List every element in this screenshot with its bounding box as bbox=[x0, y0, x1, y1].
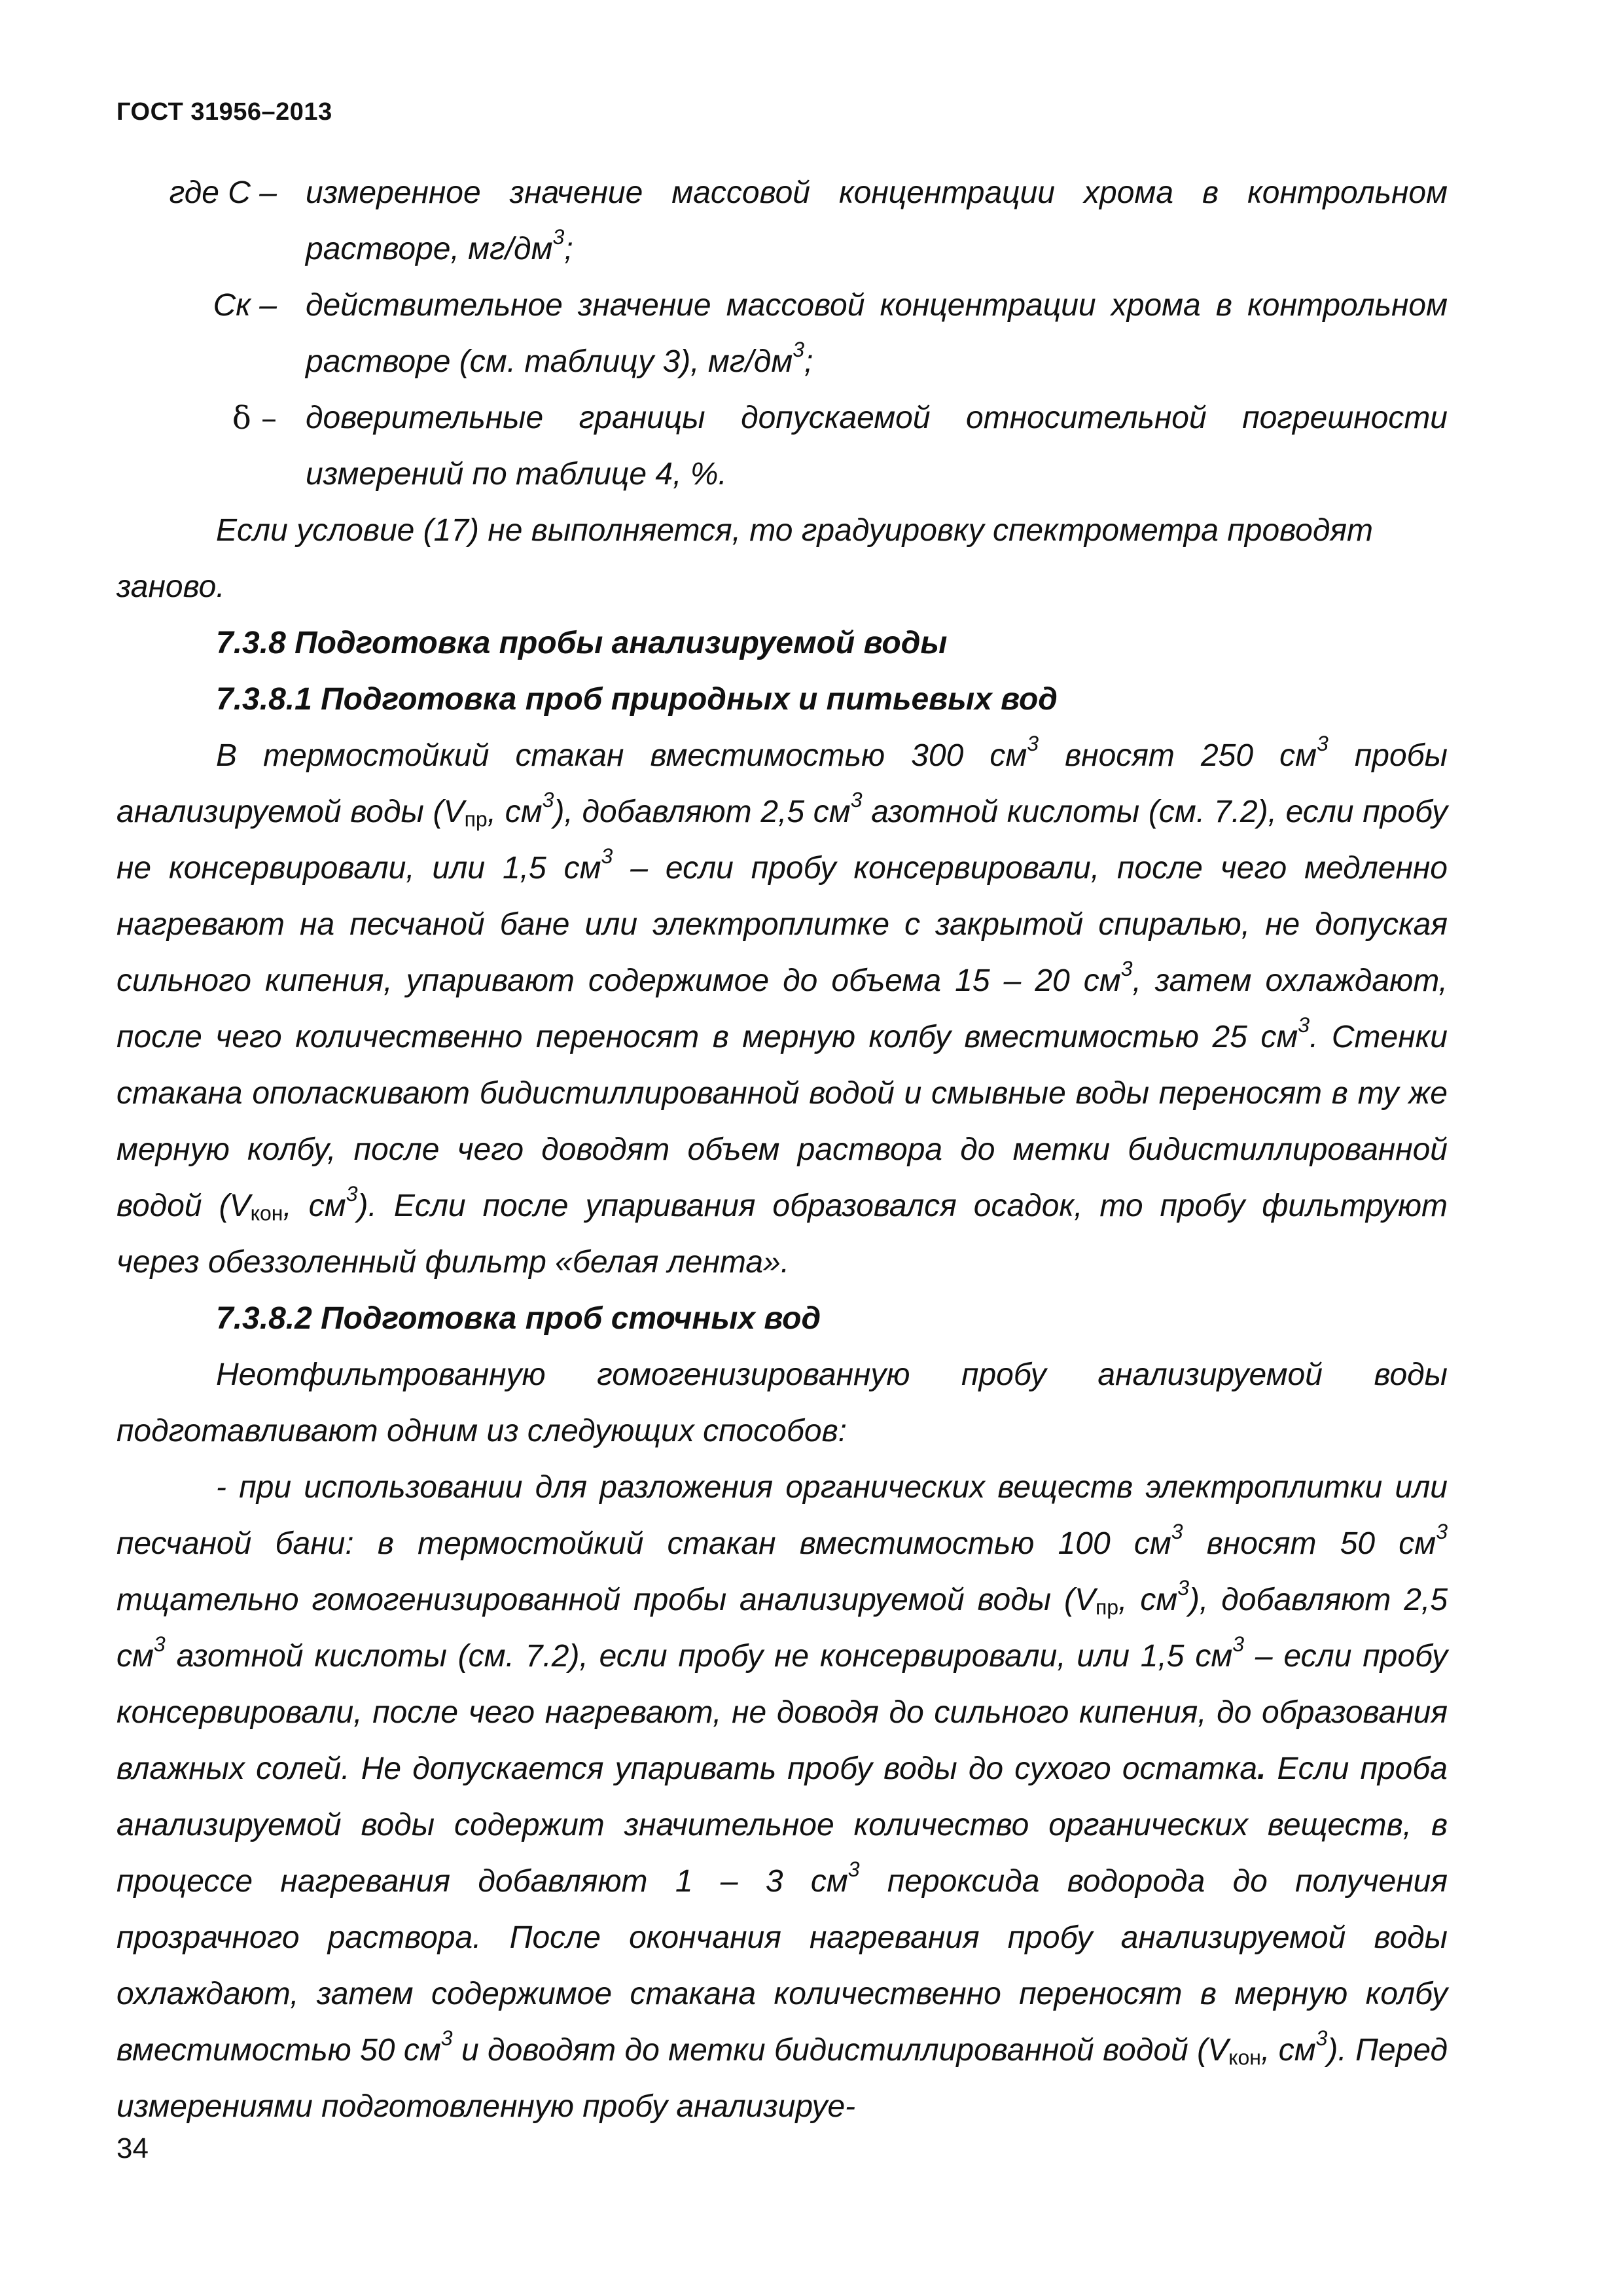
definition-symbol: Cк – bbox=[213, 288, 277, 323]
paragraph-natural-water-prep: В термостойкий стакан вместимостью 300 $см^3$ вносят 250 $см^3$ пробы анализируемой воды ($V_{пр}$, $см^3$), добавляют 2,5 $см^3$ азотной кислоты (см. 7.2), если пробу не консервировали, или 1,5 $см^3$ – если пробу консервировали, после чего медленно нагревают на песчаной бане или электроплитке с закрытой спиралью, не допуская сильного кипения, упаривают содержимое до объема 15 – 20 $см^3$, затем охлаждают, после чего количественно переносят в мерную колбу вместимостью 25 $см^3$. Стенки стакана ополаскивают бидистиллированной водой и смывные воды переносят в ту же мерную колбу, после чего доводят объем раствора до метки бидистиллированной водой ($V_{кон}$, $см^3$). Если после упаривания образовался осадок, то пробу фильтруют через обеззоленный фильтр «белая лента». bbox=[116, 731, 1448, 1280]
definition-text: измеренное значение массовой концентрации хрома в контрольном растворе, $мг/дм^3$; bbox=[306, 175, 1448, 266]
condition-line-end: заново. bbox=[116, 569, 225, 604]
section-heading-7-3-8-1: 7.3.8.1 Подготовка проб природных и питьевых вод bbox=[216, 682, 1058, 717]
paragraph-wastewater-method: - при использовании для разложения органических веществ электроплитки или песчаной бани: в термостойкий стакан вместимостью 100 $см^3$ вносят 50 $см^3$ тщательно гомогенизированной пробы анализируемой воды ($V_{пр}$, $см^3$), добавляют 2,5 $см^3$ азотной кислоты (см. 7.2), если пробу не консервировали, или 1,5 $см^3$ – если пробу консервировали, после чего нагревают, не доводя до сильного кипения, до образования влажных солей. Не допускается упаривать пробу воды до сухого остатка. Если проба анализируемой воды содержит значительное количество органических веществ, в процессе нагревания добавляют 1 – 3 $см^3$ пероксида водорода до получения прозрачного раствора. После окончания нагревания пробу анализируемой воды охлаждают, затем содержимое стакана количественно переносят в мерную колбу вместимостью 50 $см^3$ и доводят до метки бидистиллированной водой ($V_{кон}$, $см^3$). Перед измерениями подготовленную пробу анализируе- bbox=[116, 1470, 1448, 2124]
condition-line: Если условие (17) не выполняется, то градуировку спектрометра проводят bbox=[216, 513, 1373, 548]
definition-symbol: где C – bbox=[169, 175, 277, 210]
definition-row bbox=[116, 390, 1448, 503]
definitions-list bbox=[116, 165, 1448, 503]
definition-row bbox=[116, 165, 1448, 278]
document-header: ГОСТ 31956–2013 bbox=[116, 98, 332, 126]
page-number: 34 bbox=[116, 2132, 149, 2164]
definition-text: действительное значение массовой концентрации хрома в контрольном растворе (см. таблицу 3), $мг/дм^3$; bbox=[306, 288, 1448, 379]
paragraph-wastewater-intro: Неотфильтрованную гомогенизированную пробу анализируемой воды подготавливают одним из следующих способов: bbox=[116, 1357, 1448, 1448]
section-heading-7-3-8: 7.3.8 Подготовка пробы анализируемой воды bbox=[216, 626, 948, 660]
definition-row bbox=[116, 278, 1448, 390]
section-heading-7-3-8-2: 7.3.8.2 Подготовка проб сточных вод bbox=[216, 1301, 821, 1336]
definition-symbol: δ – bbox=[232, 400, 277, 437]
document-body bbox=[116, 165, 1448, 2135]
definition-text: доверительные границы допускаемой относительной погрешности измерений по таблице 4, %. bbox=[306, 401, 1448, 492]
